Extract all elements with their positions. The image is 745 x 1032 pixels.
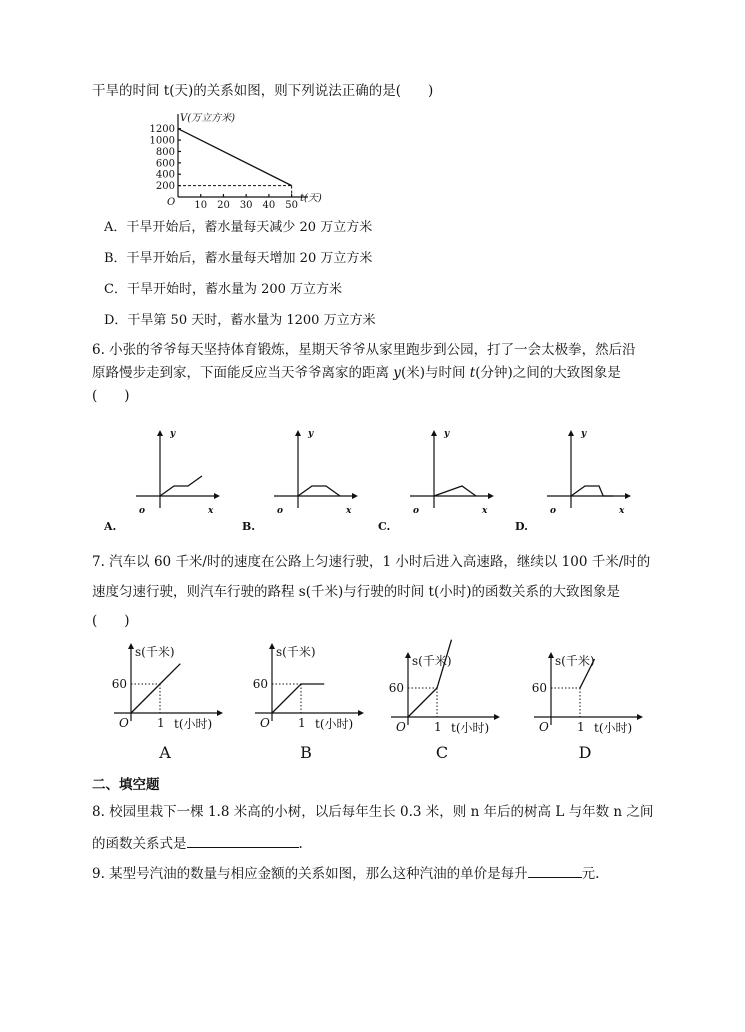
option-label: C. bbox=[378, 520, 391, 533]
x-tick-label: 30 bbox=[239, 200, 253, 211]
q5-line-chart bbox=[140, 112, 322, 211]
option-label: B bbox=[300, 743, 312, 762]
origin-label: o bbox=[413, 506, 420, 516]
x-tick-label: 1 bbox=[298, 716, 306, 730]
q5-option-a: A．干旱开始后，蓄水量每天减少 20 万立方米 bbox=[104, 220, 373, 235]
origin-label: o bbox=[550, 506, 557, 516]
x-tick-label: 40 bbox=[262, 200, 276, 211]
y-arrow bbox=[405, 652, 411, 658]
x-tick-label: 50 bbox=[285, 200, 299, 211]
q9-end: 元. bbox=[581, 866, 600, 882]
x-arrow bbox=[217, 710, 223, 716]
y-tick-label: 60 bbox=[111, 677, 127, 691]
option-label: A. bbox=[104, 520, 117, 533]
series-line bbox=[131, 664, 180, 713]
q5-option-d: D．干旱第 50 天时，蓄水量为 1200 万立方米 bbox=[104, 313, 376, 328]
q5-option-c: C．干旱开始时，蓄水量为 200 万立方米 bbox=[104, 282, 343, 297]
q6-line2-y: y bbox=[393, 365, 401, 381]
origin-label: O bbox=[119, 716, 129, 730]
y-arrow bbox=[548, 652, 554, 658]
q9-answer-blank[interactable] bbox=[528, 863, 582, 878]
series-line bbox=[571, 486, 613, 496]
q6-line2 bbox=[92, 364, 621, 382]
q6-line2-t: t bbox=[469, 365, 476, 381]
series-line bbox=[298, 486, 340, 496]
y-tick-label: 400 bbox=[155, 169, 175, 181]
series-line bbox=[272, 684, 324, 713]
q8-end: . bbox=[298, 836, 303, 852]
x-tick-label: 1 bbox=[157, 716, 165, 730]
series-line bbox=[408, 640, 452, 717]
y-axis-label: s(千米) bbox=[135, 645, 175, 659]
x-arrow bbox=[637, 714, 643, 720]
y-tick-label: 600 bbox=[155, 158, 175, 170]
q6-paren: ( ) bbox=[92, 388, 130, 404]
origin-label: O bbox=[539, 720, 549, 734]
x-axis-label: t(天) bbox=[300, 193, 322, 204]
q7-graph-b bbox=[253, 643, 364, 762]
option-label: D bbox=[578, 743, 592, 762]
y-arrow bbox=[568, 430, 574, 436]
q7-line1: 7. 汽车以 60 千米/时的速度在公路上匀速行驶，1 小时后进入高速路，继续以 100 千米/时的 bbox=[92, 554, 651, 570]
q6-graph-a bbox=[103, 429, 220, 533]
q5-stem: 干旱的时间 t(天)的关系如图，则下列说法正确的是( ) bbox=[92, 83, 434, 99]
x-axis-label: x bbox=[346, 506, 352, 516]
q7-paren: ( ) bbox=[92, 613, 130, 629]
q6-line2-b: (米)与时间 bbox=[400, 365, 470, 381]
q6-line2-a: 原路慢步走到家，下面能反应当天爷爷离家的距离 bbox=[92, 365, 394, 381]
x-axis-label: t(小时) bbox=[594, 721, 633, 735]
section-heading: 二、填空题 bbox=[92, 777, 160, 793]
series-line bbox=[160, 476, 202, 496]
q5-option-b: B．干旱开始后，蓄水量每天增加 20 万立方米 bbox=[104, 251, 373, 266]
x-arrow bbox=[625, 493, 631, 499]
y-axis-label: y bbox=[308, 429, 314, 439]
y-tick-label: 60 bbox=[531, 681, 547, 695]
q8-answer-blank[interactable] bbox=[187, 833, 299, 848]
x-tick-label: 1 bbox=[577, 720, 585, 734]
x-arrow bbox=[488, 493, 494, 499]
q6-line1: 6. 小张的爷爷每天坚持体育锻炼，星期天爷爷从家里跑步到公园，打了一会太极拳，然后沿 bbox=[92, 342, 636, 358]
x-arrow bbox=[352, 493, 358, 499]
y-axis-label: y bbox=[444, 429, 450, 439]
origin-label: O bbox=[260, 716, 270, 730]
origin-label: o bbox=[139, 506, 146, 516]
x-tick-label: 10 bbox=[194, 200, 208, 211]
y-tick-label: 1200 bbox=[149, 124, 175, 136]
x-tick-label: 20 bbox=[217, 200, 230, 211]
y-axis-label: s(千米) bbox=[412, 654, 452, 668]
y-arrow bbox=[157, 430, 163, 436]
y-arrow bbox=[431, 430, 437, 436]
q9-text-main: 9. 某型号汽油的数量与相应金额的关系如图，那么这种汽油的单价是每升 bbox=[92, 866, 528, 882]
q6-graph-d bbox=[515, 429, 631, 533]
q6-graph-c bbox=[378, 429, 494, 533]
origin-label: o bbox=[277, 506, 284, 516]
y-axis-label: V(万立方米) bbox=[180, 113, 236, 124]
option-label: A bbox=[159, 743, 171, 762]
q8-line2 bbox=[92, 833, 303, 853]
option-label: C bbox=[435, 743, 449, 762]
q7-graph-c bbox=[389, 640, 500, 762]
origin-label: O bbox=[396, 720, 406, 734]
y-axis-label: y bbox=[170, 429, 176, 439]
q7-line2: 速度匀速行驶，则汽车行驶的路程 s(千米)与行驶的时间 t(小时)的函数关系的大致图象是 bbox=[92, 584, 621, 600]
y-tick-label: 60 bbox=[252, 677, 268, 691]
q7-graph-a bbox=[112, 643, 223, 762]
x-axis-label: x bbox=[619, 506, 625, 516]
x-arrow bbox=[214, 493, 220, 499]
x-axis-label: t(小时) bbox=[315, 717, 354, 731]
series-line bbox=[434, 486, 476, 496]
y-axis-label: s(千米) bbox=[555, 654, 595, 668]
y-arrow bbox=[269, 643, 275, 649]
origin-label: O bbox=[167, 197, 176, 208]
x-axis-label: t(小时) bbox=[174, 717, 213, 731]
x-axis-label: x bbox=[482, 506, 488, 516]
q7-option-graphs bbox=[0, 638, 745, 768]
q8-line2-text: 的函数关系式是 bbox=[92, 836, 187, 852]
y-tick-label: 1000 bbox=[149, 135, 175, 147]
x-axis-label: t(小时) bbox=[451, 721, 490, 735]
y-arrow bbox=[295, 430, 301, 436]
q7-graph-d bbox=[532, 652, 643, 762]
y-tick-label: 60 bbox=[388, 681, 404, 695]
y-axis-label: y bbox=[581, 429, 587, 439]
option-label: B. bbox=[242, 520, 256, 533]
q6-graph-b bbox=[242, 429, 358, 533]
q9-text bbox=[92, 863, 599, 883]
x-arrow bbox=[494, 714, 500, 720]
q6-line2-c: (分钟)之间的大致图象是 bbox=[475, 365, 621, 381]
option-label: D. bbox=[515, 520, 528, 533]
x-arrow bbox=[358, 710, 364, 716]
y-tick-label: 200 bbox=[155, 181, 175, 193]
x-axis-label: x bbox=[208, 506, 214, 516]
y-arrow bbox=[128, 643, 134, 649]
q6-option-graphs bbox=[0, 420, 745, 540]
x-tick-label: 1 bbox=[434, 720, 442, 734]
q8-line1: 8. 校园里栽下一棵 1.8 米高的小树，以后每年生长 0.3 米，则 n 年后的树高 L 与年数 n 之间 bbox=[92, 804, 654, 820]
series-line bbox=[178, 129, 292, 186]
y-tick-label: 800 bbox=[155, 146, 175, 158]
y-axis-label: s(千米) bbox=[276, 645, 316, 659]
